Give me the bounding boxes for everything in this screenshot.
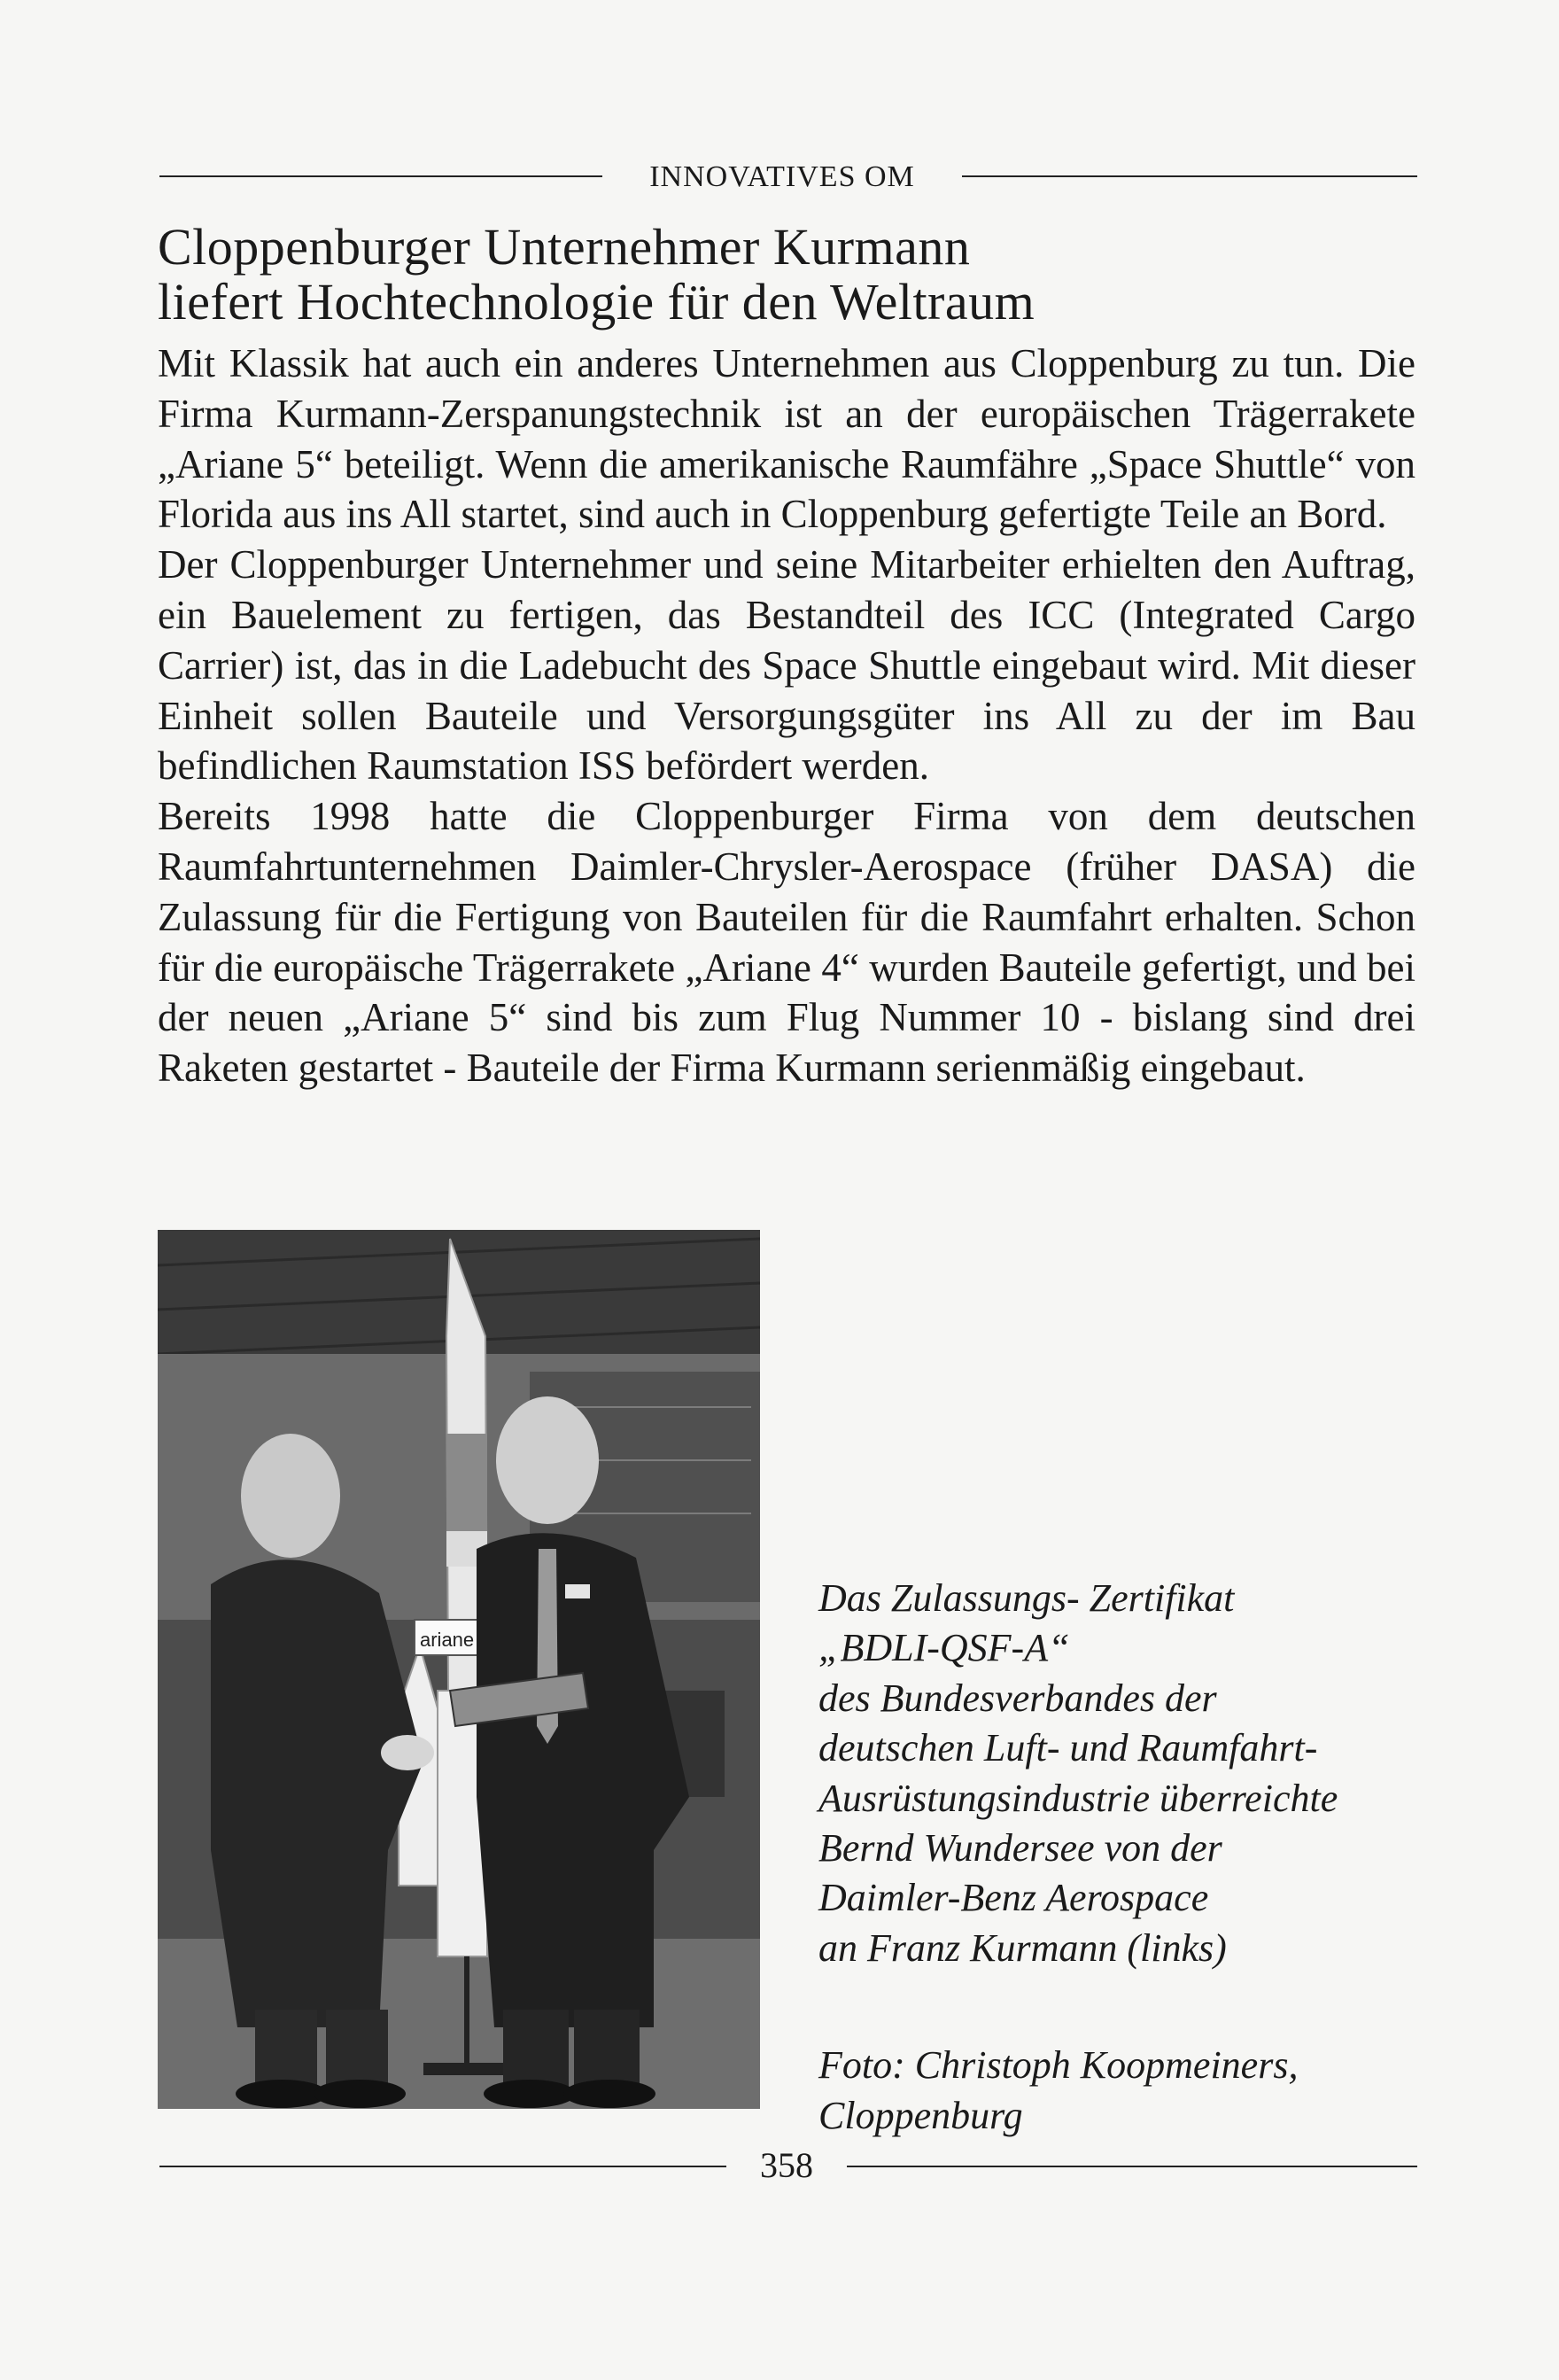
header-rule-left [159, 175, 602, 177]
footer-rule-left [159, 2166, 726, 2167]
article-body [158, 338, 1416, 1093]
paragraph: Mit Klassik hat auch ein anderes Unternehmen aus Cloppenburg zu tun. Die Firma Kurmann-Zerspanungstechnik ist an der europäischen Trägerrakete „Ariane 5“ beteiligt. Wenn die amerikanische Raumfähre „Space Shuttle“ von Florida aus ins All startet, sind auch in Cloppenburg gefertigte Teile an Bord. [158, 341, 1416, 537]
credit-line: Cloppenburg [818, 2093, 1023, 2137]
rocket-label: ariane [420, 1629, 475, 1651]
caption-line: „BDLI-QSF-A“ [818, 1626, 1070, 1670]
photo-caption [818, 1574, 1403, 2141]
article-photo [158, 1230, 760, 2109]
credit-line: Foto: Christoph Koopmeiners, [818, 2043, 1299, 2088]
caption-line: Daimler-Benz Aerospace [818, 1876, 1209, 1920]
page-footer [159, 2141, 1417, 2190]
running-header [159, 152, 1417, 202]
caption-line: Ausrüstungsindustrie überreichte [818, 1776, 1338, 1820]
caption-line: des Bundesverbandes der [818, 1676, 1217, 1720]
caption-line: deutschen Luft- und Raumfahrt- [818, 1726, 1318, 1770]
caption-line: an Franz Kurmann (links) [818, 1925, 1227, 1970]
paragraph: Der Cloppenburger Unternehmer und seine Mitarbeiter erhielten den Auftrag, ein Bauelement zu fertigen, das Bestandteil des ICC (Integrated Cargo Carrier) ist, das in die Ladebucht des Space Shuttle eingebaut wird. Mit dieser Einheit sollen Bauteile und Versorgungsgüter ins All zu der im Bau befindlichen Raumstation ISS befördert werden. [158, 542, 1416, 789]
photo-credit [818, 2041, 1403, 2141]
paragraph: Bereits 1998 hatte die Cloppenburger Firma von dem deutschen Raumfahrtunternehmen Daimler-Chrysler-Aerospace (früher DASA) die Zulassung für die Fertigung von Bauteilen für die Raumfahrt erhalten. Schon für die europäische Trägerrakete „Ariane 4“ wurden Bauteile gefertigt, und bei der neuen „Ariane 5“ sind bis zum Flug Nummer 10 - bislang sind drei Raketen gestartet - Bauteile der Firma Kurmann serienmäßig eingebaut. [158, 794, 1416, 1091]
title-line: liefert Hochtechnologie für den Weltraum [158, 273, 1035, 331]
photo-handshake-rocket-model [158, 1230, 760, 2109]
footer-rule-right [847, 2166, 1417, 2167]
page-number: 358 [760, 2145, 813, 2185]
caption-line: Das Zulassungs- Zertifikat [818, 1576, 1235, 1620]
header-rule-right [962, 175, 1417, 177]
section-label: INNOVATIVES OM [649, 160, 915, 193]
caption-line: Bernd Wundersee von der [818, 1826, 1222, 1871]
title-line: Cloppenburger Unternehmer Kurmann [158, 218, 971, 276]
article-title [158, 220, 1433, 330]
